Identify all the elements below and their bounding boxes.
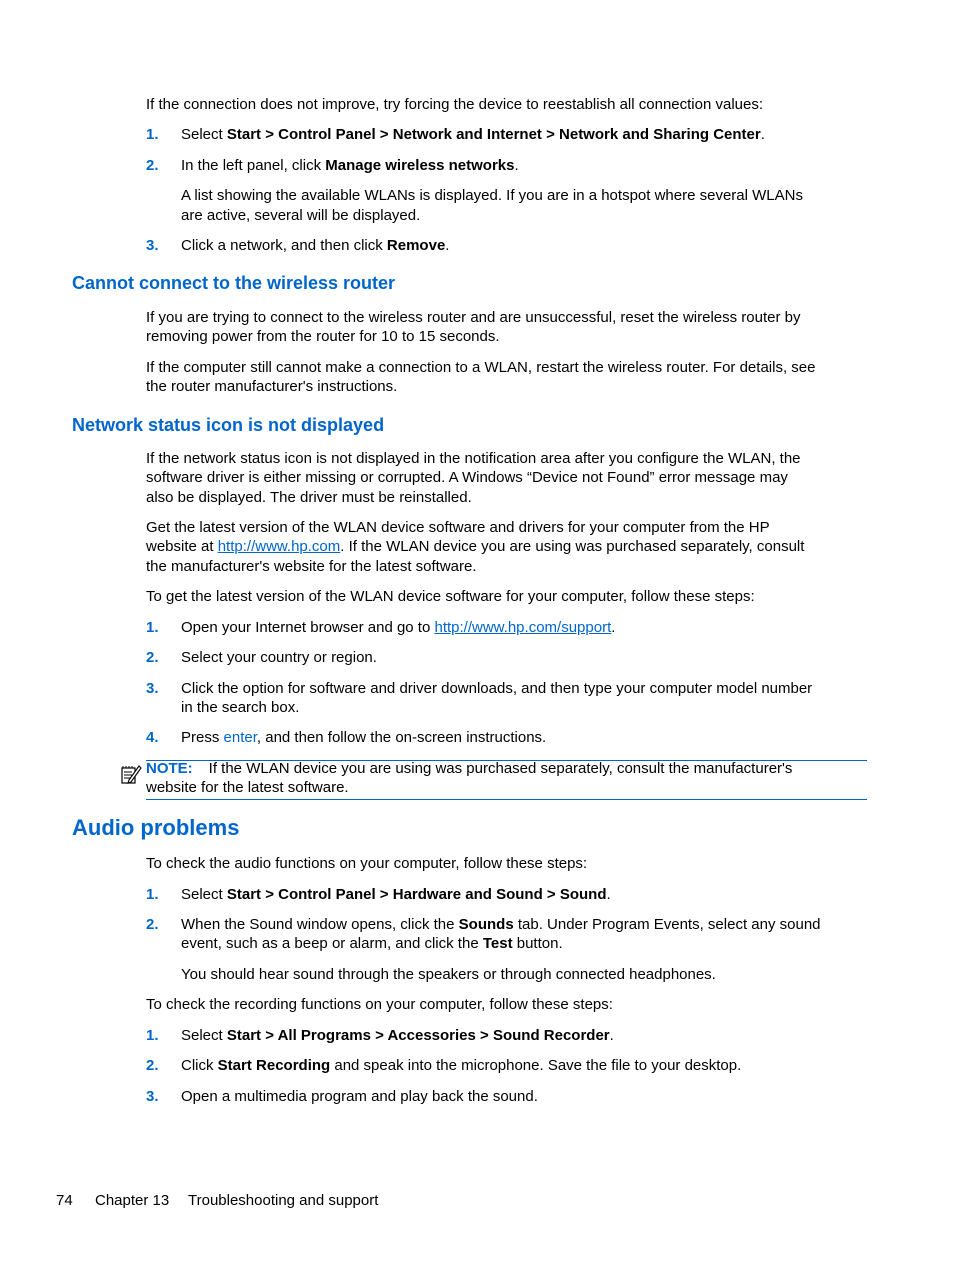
step-number: 3. xyxy=(146,680,159,697)
netstatus-step-3-line: Click the option for software and driver downloads, and then type your computer model number xyxy=(181,680,813,697)
audio-paragraph: To check the recording functions on your computer, follow these steps: xyxy=(146,996,613,1013)
router-paragraph-line: If you are trying to connect to the wireless router and are unsuccessful, reset the wireless router by xyxy=(146,309,801,326)
audio-paragraph: To check the audio functions on your computer, follow these steps: xyxy=(146,855,588,872)
page-number: 74 xyxy=(56,1192,73,1209)
footer-title: Troubleshooting and support xyxy=(188,1192,379,1209)
netstatus-step-4: Press enter, and then follow the on-screen instructions. xyxy=(181,729,547,746)
recording-step-3: Open a multimedia program and play back the sound. xyxy=(181,1088,538,1105)
intro-step-1: Select Start > Control Panel > Network and Internet > Network and Sharing Center. xyxy=(181,126,765,143)
step-number: 1. xyxy=(146,886,159,903)
netstatus-paragraph-line: Get the latest version of the WLAN device software and drivers for your computer from the HP xyxy=(146,519,770,536)
router-paragraph-line: the router manufacturer's instructions. xyxy=(146,378,398,395)
netstatus-step-3-line: in the search box. xyxy=(181,699,300,716)
enter-key-label: enter xyxy=(223,729,257,746)
netstatus-paragraph-line: To get the latest version of the WLAN device software for your computer, follow these steps: xyxy=(146,588,755,605)
step-number: 2. xyxy=(146,649,159,666)
netstatus-step-1: Open your Internet browser and go to http://www.hp.com/support. xyxy=(181,619,616,636)
step-number: 1. xyxy=(146,1027,159,1044)
step-number: 1. xyxy=(146,619,159,636)
section-heading-audio: Audio problems xyxy=(72,815,240,840)
intro-text: If the connection does not improve, try forcing the device to reestablish all connection values: xyxy=(146,96,764,113)
note-label: NOTE: xyxy=(146,760,193,777)
audio-step-2-line: event, such as a beep or alarm, and click the Test button. xyxy=(181,935,563,952)
note-bottom-rule xyxy=(146,799,867,800)
step-number: 3. xyxy=(146,237,159,254)
recording-step-2: Click Start Recording and speak into the microphone. Save the file to your desktop. xyxy=(181,1057,742,1074)
footer-chapter: Chapter 13 xyxy=(95,1192,170,1209)
hp-website-link[interactable]: http://www.hp.com xyxy=(217,538,341,555)
step-number: 1. xyxy=(146,126,159,143)
recording-step-1: Select Start > All Programs > Accessories > Sound Recorder. xyxy=(181,1027,614,1044)
netstatus-paragraph-line: also be displayed. The driver must be reinstalled. xyxy=(146,489,472,506)
netstatus-paragraph-line: software driver is either missing or corrupted. A Windows “Device not Found” error message may xyxy=(146,469,788,486)
step-number: 2. xyxy=(146,1057,159,1074)
audio-step-2-detail: You should hear sound through the speakers or through connected headphones. xyxy=(181,966,716,983)
note-line: NOTE: If the WLAN device you are using was purchased separately, consult the manufacturer's xyxy=(146,760,793,777)
note-icon xyxy=(120,763,142,785)
netstatus-paragraph-line: the manufacturer's website for the latest software. xyxy=(146,558,477,575)
step-number: 2. xyxy=(146,916,159,933)
netstatus-paragraph-line: website at http://www.hp.com. If the WLAN device you are using was purchased separately, consult xyxy=(146,538,805,555)
audio-step-1: Select Start > Control Panel > Hardware and Sound > Sound. xyxy=(181,886,611,903)
intro-step-2: In the left panel, click Manage wireless networks. xyxy=(181,157,519,174)
netstatus-paragraph-line: If the network status icon is not displayed in the notification area after you configure the WLAN, the xyxy=(146,450,801,467)
audio-step-2-line: When the Sound window opens, click the Sounds tab. Under Program Events, select any sound xyxy=(181,916,821,933)
intro-step-2-detail-line: A list showing the available WLANs is displayed. If you are in a hotspot where several WLANs xyxy=(181,187,803,204)
section-heading-network-status: Network status icon is not displayed xyxy=(72,415,385,435)
section-heading-router: Cannot connect to the wireless router xyxy=(72,273,396,293)
intro-step-2-detail-line: are active, several will be displayed. xyxy=(181,207,421,224)
intro-step-3: Click a network, and then click Remove. xyxy=(181,237,450,254)
note-line: website for the latest software. xyxy=(146,779,349,796)
router-paragraph-line: If the computer still cannot make a connection to a WLAN, restart the wireless router. For details, see xyxy=(146,359,816,376)
step-number: 4. xyxy=(146,729,159,746)
netstatus-step-2: Select your country or region. xyxy=(181,649,377,666)
step-number: 2. xyxy=(146,157,159,174)
hp-support-link[interactable]: http://www.hp.com/support xyxy=(434,619,612,636)
router-paragraph-line: removing power from the router for 10 to 15 seconds. xyxy=(146,328,500,345)
step-number: 3. xyxy=(146,1088,159,1105)
